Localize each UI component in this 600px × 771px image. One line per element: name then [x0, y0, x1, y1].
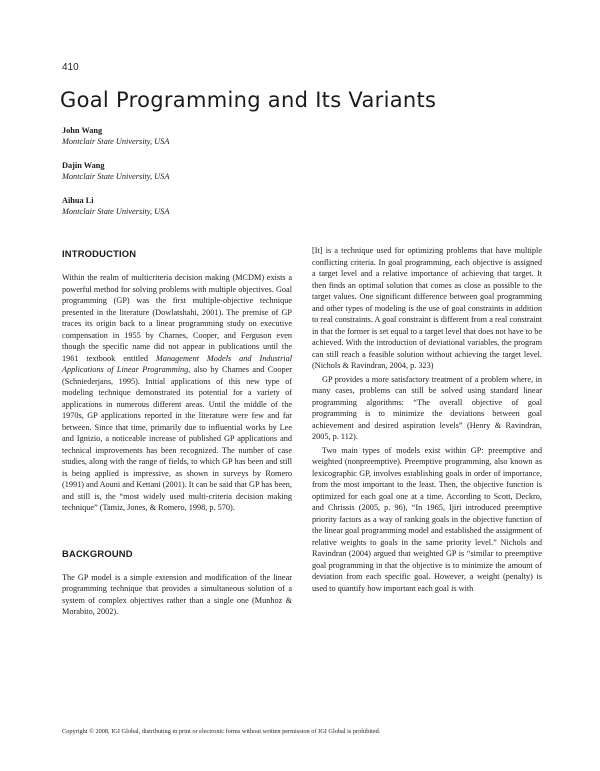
right-column: [312, 245, 542, 594]
introduction-heading: INTRODUCTION: [62, 248, 137, 259]
intro-text-part-2: , also by Charnes and Cooper (Schniederjans, 1995). Initial applications of this new type of modeling technique demonstrated its potential for a variety of applications in numerous different areas. Until the middle of the 1970s, GP applications reported in the literature were few and far between. Since that time, primarily due to influential works by Lee and Ignizio, a noticeable increase of published GP applications and technical improvements has been recognized. The number of case studies, along with the range of fields, to which GP has been and still is being applied is impressive, as shown in surveys by Romero (1991) and Aouni and Kettani (2001). It can be said that GP has been, and still is, the “most widely used multi-criteria decision making technique” (Tamiz, Jones, & Romero, 1998, p. 570).: [62, 365, 292, 512]
book-title: Management Models and Industrial Applications of Linear Programming: [62, 353, 292, 374]
gp-model-types-paragraph: Two main types of models exist within GP: preemptive and weighted (nonpreemptive). Preemptive programming, also known as lexicographic GP, involves establishing goals in order of importance, from the most important to the least. Then, the objective function is optimized for each goal one at a time. According to Scott, Deckro, and Chrissis (2005, p. 96), “In 1965, Ijiri introduced preemptive priority factors as a way of ranking goals in the objective function of the linear goal programming model and established the assignment of relative weights to goals in the same priority level.” Nichols and Ravindran (2004) argued that weighted GP is “similar to preemptive goal programming in that the objective is to minimize the amount of deviation from each specific goal. However, a weight (penalty) is used to quantify how important each goal is with: [312, 445, 542, 593]
page-number: 410: [62, 62, 79, 73]
left-column: [62, 248, 292, 618]
intro-text-part-1: Within the realm of multicriteria decision making (MCDM) exists a powerful method for solving problems with multiple objectives. Goal programming (GP) was the first multiple-objective technique presented in the literature (Dowlatshahi, 2001). The premise of GP traces its origin back to a linear programming study on executive compensation in 1955 by Charnes, Cooper, and Ferguson even though the specific name did not appear in publications until the 1961 textbook entitled: [62, 273, 292, 363]
introduction-paragraph: [62, 272, 292, 514]
author-affiliation: Montclair State University, USA: [62, 207, 170, 216]
copyright-footer: Copyright © 2008, IGI Global, distributing in print or electronic forms without written permission of IGI Global is prohibited.: [62, 728, 381, 735]
background-paragraph: The GP model is a simple extension and modification of the linear programming technique that provides a simultaneous solution of a system of complex objectives rather than a single one (Munhoz & Morabito, 2002).: [62, 572, 292, 616]
block-quote-paragraph: [It] is a technique used for optimizing problems that have multiple conflicting criteria. In goal programming, each objective is assigned a target level and a relative importance of achieving that target. It then finds an optimal solution that comes as close as possible to the target values. One significant difference between goal programming and other types of modeling is the use of goal constraints in addition to real constraints. A goal constraint is different from a real constraint in that the former is set equal to a target level that does not have to be achieved. With the introduction of deviational variables, the program can still reach a feasible solution without achieving the target level. (Nichols & Ravindran, 2004, p. 323): [312, 246, 542, 370]
author-name: Aihua Li: [62, 196, 94, 205]
gp-treatment-paragraph: GP provides a more satisfactory treatment of a problem where, in many cases, problems can still be solved using standard linear programming algorithms: “The overall objective of goal programming is to minimize the deviations between goal achievement and desired aspiration levels” (Henry & Ravindran, 2005, p. 112).: [312, 374, 542, 441]
section-spacer: [62, 514, 292, 548]
author-list: [62, 125, 362, 230]
author-affiliation: Montclair State University, USA: [62, 172, 170, 181]
background-heading: BACKGROUND: [62, 547, 133, 559]
author-entry: [62, 160, 362, 182]
author-entry: [62, 195, 362, 217]
author-name: Dajin Wang: [62, 161, 105, 170]
author-entry: [62, 125, 362, 147]
author-affiliation: Montclair State University, USA: [62, 137, 170, 146]
author-name: John Wang: [62, 126, 103, 135]
article-title: Goal Programming and Its Variants: [60, 88, 437, 112]
